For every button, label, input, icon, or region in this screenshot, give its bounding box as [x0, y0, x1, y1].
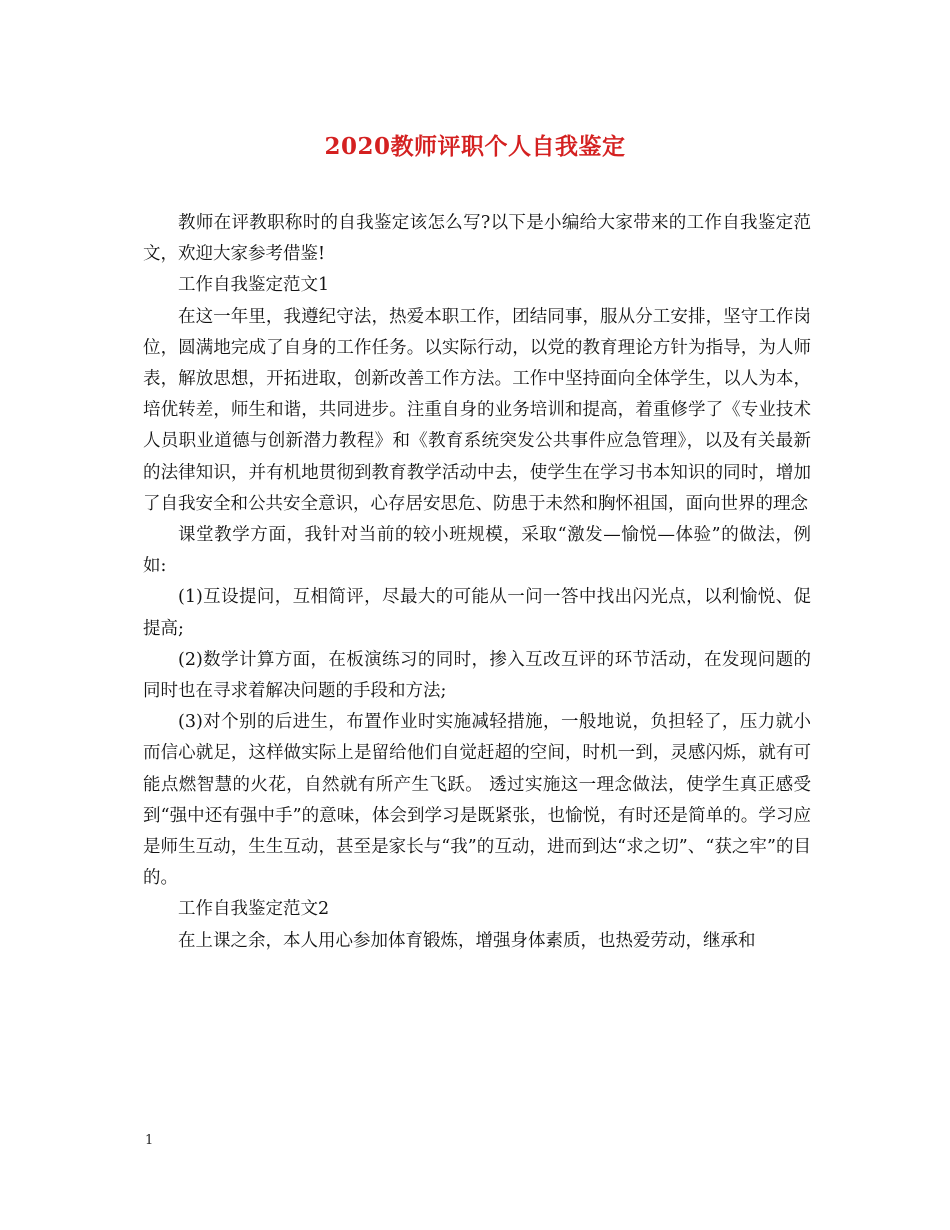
section-heading-1: 工作自我鉴定范文1	[178, 275, 330, 296]
body-paragraph: 在这一年里，我遵纪守法，热爱本职工作，团结同事，服从分工安排，坚守工作岗位，圆满地完成了自身的工作任务。以实际行动，以党的教育理论方针为指导，为人师表，解放思想，开拓进取，创新改善工作方法。工作中坚持面向全体学生，以人为本，培优转差，师生和谐，共同进步。注重自身的业务培训和提高，着重修学了《专业技术人员职业道德与创新潜力教程》和《教育系统突发公共事件应急管理》，以及有关最新的法律知识，并有机地贯彻到教育教学活动中去，使学生在学习书本知识的同时，增加了自我安全和公共安全意识，心存居安思危、防患于未然和胸怀祖国，面向世界的理念	[143, 306, 811, 514]
list-item: (3)对个别的后进生，布置作业时实施减轻措施，一般地说，负担轻了，压力就小而信心就足，这样做实际上是留给他们自觉赶超的空间，时机一到，灵感闪烁，就有可能点燃智慧的火花，自然就有所产生飞跃。 透过实施这一理念做法，使学生真正感受到“强中还有强中手”的意味，体会到学习是既紧张，也愉悦，有时还是简单的。学习应是师生互动，生生互动，甚至是家长与“我”的互动，进而到达“求之切”、“获之牢”的目的。	[143, 712, 811, 889]
list-item: (2)数学计算方面，在板演练习的同时，掺入互改互评的环节活动，在发现问题的同时也在寻求着解决问题的手段和方法;	[143, 649, 811, 702]
body-paragraph: 课堂教学方面，我针对当前的较小班规模，采取“激发—愉悦—体验”的做法，例如:	[143, 525, 811, 577]
intro-paragraph: 教师在评教职称时的自我鉴定该怎么写?以下是小编给大家带来的工作自我鉴定范文，欢迎大家参考借鉴!	[143, 213, 811, 265]
body-paragraph: 在上课之余，本人用心参加体育锻炼，增强身体素质，也热爱劳动，继承和	[178, 930, 756, 951]
page-number: 1	[145, 1133, 154, 1148]
document-body	[143, 208, 811, 957]
section-heading-2: 工作自我鉴定范文2	[178, 899, 330, 920]
list-item: (1)互设提问，互相简评，尽最大的可能从一问一答中找出闪光点，以利愉悦、促提高;	[143, 587, 811, 639]
page-title: 2020教师评职个人自我鉴定	[324, 133, 626, 160]
